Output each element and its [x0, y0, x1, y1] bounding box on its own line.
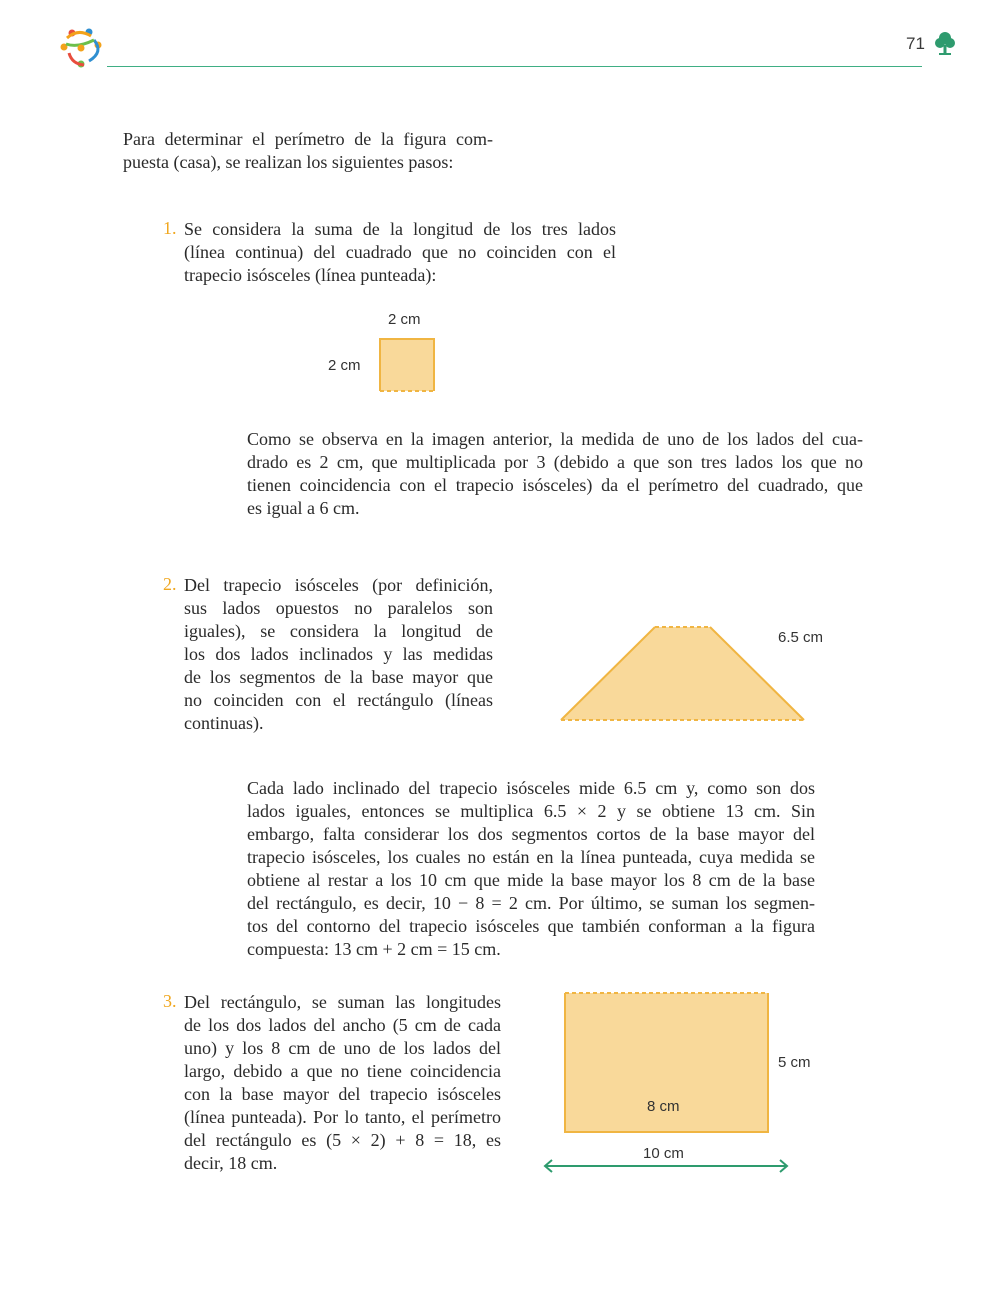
- rectangle-bottom-label: 10 cm: [643, 1145, 684, 1162]
- intro-line: puesta (casa), se realizan los siguientes pasos:: [123, 152, 454, 172]
- double-arrow-icon: [541, 1157, 791, 1175]
- step1-explanation: [247, 428, 863, 520]
- rectangle-side-label: 5 cm: [778, 1054, 811, 1071]
- step1-line: trapecio isósceles (línea punteada):: [184, 265, 437, 285]
- explanation-line: trapecio isósceles, los cuales no están en la línea punteada, cuya medida se: [247, 847, 815, 867]
- step2-line: iguales), se considera la longitud de: [184, 621, 493, 641]
- step2-text: [184, 574, 493, 735]
- intro-line: Para determinar el perímetro de la figura com-: [123, 129, 493, 149]
- explanation-line: del rectángulo, es decir, 10 − 8 = 2 cm. Por último, se suman los segmen-: [247, 893, 815, 913]
- trapezoid-side-label: 6.5 cm: [778, 629, 824, 646]
- step2-line: de los segmentos de la base mayor que: [184, 667, 493, 687]
- step3-line: (línea punteada). Por lo tanto, el perímetro: [184, 1107, 501, 1127]
- step1-text: [184, 218, 616, 287]
- step2-line: sus lados opuestos no paralelos son: [184, 598, 493, 618]
- step3-line: Del rectángulo, se suman las longitudes: [184, 992, 501, 1012]
- step-number: 3.: [163, 991, 177, 1011]
- explanation-line: obtiene al restar a los 10 cm que mide la base mayor los 8 cm de la base: [247, 870, 815, 890]
- intro-paragraph: [123, 128, 493, 174]
- explanation-line: Cada lado inclinado del trapecio isósceles mide 6.5 cm y, como son dos: [247, 778, 815, 798]
- explanation-line: Como se observa en la imagen anterior, la medida de uno de los lados del cua-: [247, 429, 863, 449]
- square-left-label: 2 cm: [328, 357, 361, 374]
- step3-line: decir, 18 cm.: [184, 1153, 278, 1173]
- explanation-line: tienen coincidencia con el trapecio isósceles) da el perímetro del cuadrado, que: [247, 475, 863, 495]
- explanation-line: tos del contorno del trapecio isósceles que también conforman a la figura: [247, 916, 815, 936]
- explanation-line: es igual a 6 cm.: [247, 498, 360, 518]
- step3-line: del rectángulo es (5 × 2) + 8 = 18, es: [184, 1130, 501, 1150]
- step-number: 2.: [163, 574, 177, 594]
- step3-line: de los dos lados del ancho (5 cm de cada: [184, 1015, 501, 1035]
- step3-line: uno) y los 8 cm de uno de los lados del: [184, 1038, 501, 1058]
- square-figure: [378, 337, 436, 393]
- step2-line: los dos lados inclinados y las medidas: [184, 644, 493, 664]
- page-number: 71: [906, 34, 925, 53]
- step2-line: Del trapecio isósceles (por definición,: [184, 575, 493, 595]
- step2-explanation: [247, 777, 815, 961]
- header-rule: [107, 66, 922, 67]
- step1-line: Se considera la suma de la longitud de los tres lados: [184, 219, 616, 239]
- step3-line: con la base mayor del trapecio isósceles: [184, 1084, 501, 1104]
- step3-line: largo, debido a que no tiene coincidencia: [184, 1061, 501, 1081]
- explanation-line: drado es 2 cm, que multiplicada por 3 (debido a que son tres lados los que no: [247, 452, 863, 472]
- explanation-line: embargo, falta considerar los dos segmentos cortos de la base mayor del: [247, 824, 815, 844]
- step-number: 1.: [163, 218, 177, 238]
- rectangle-inside-label: 8 cm: [647, 1098, 680, 1115]
- step2-line: continuas).: [184, 713, 264, 733]
- people-circle-logo-icon: [58, 26, 104, 70]
- step3-text: [184, 991, 501, 1175]
- explanation-line: compuesta: 13 cm + 2 cm = 15 cm.: [247, 939, 501, 959]
- step1-line: (línea continua) del cuadrado que no coinciden con el: [184, 242, 616, 262]
- step2-line: no coinciden con el rectángulo (líneas: [184, 690, 493, 710]
- square-top-label: 2 cm: [388, 311, 421, 328]
- trapezoid-figure: [558, 624, 808, 724]
- explanation-line: lados iguales, entonces se multiplica 6.5 × 2 y se obtiene 13 cm. Sin: [247, 801, 815, 821]
- tree-icon: [934, 30, 956, 56]
